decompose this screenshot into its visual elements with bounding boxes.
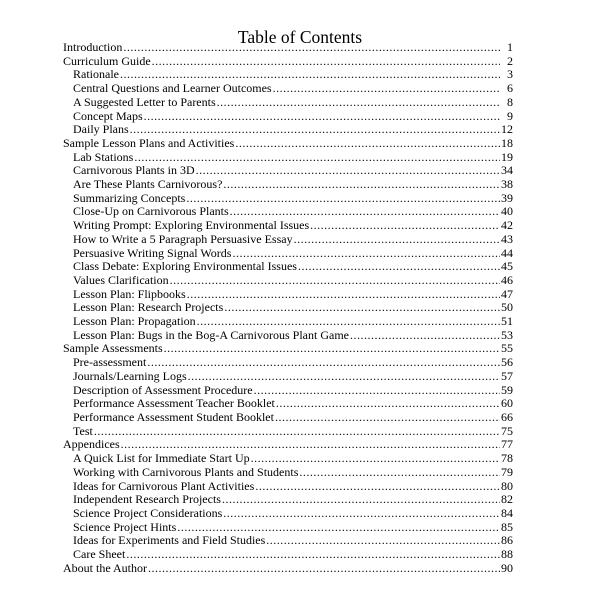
dot-leader [152, 55, 500, 69]
toc-entry-page-number: 56 [501, 356, 513, 370]
dot-leader [126, 548, 500, 562]
toc-entry-page-number: 8 [507, 95, 513, 109]
dot-leader [130, 123, 500, 137]
toc-entry-label: Introduction [63, 41, 123, 54]
toc-entry-page-number: 55 [501, 342, 513, 356]
toc-subsection-entry[interactable] [63, 164, 513, 178]
toc-entry-label: Carnivorous Plants in 3D [73, 164, 195, 178]
dot-leader [223, 178, 500, 192]
toc-subsection-entry[interactable] [63, 247, 513, 261]
dot-leader [310, 219, 500, 233]
toc-entry-page-number: 79 [501, 465, 513, 479]
toc-entry-page-number: 38 [501, 178, 513, 192]
toc-entry-page-number: 80 [501, 479, 513, 493]
toc-entry-page-number: 51 [501, 315, 513, 329]
toc-entry-label: Independent Research Projects [73, 493, 221, 507]
toc-entry-label: Central Questions and Learner Outcomes [73, 82, 272, 96]
toc-entry-page-number: 44 [501, 246, 513, 260]
toc-entry-page-number: 78 [501, 452, 513, 466]
dot-leader [217, 96, 500, 110]
toc-section-entry[interactable] [63, 562, 513, 576]
dot-leader [276, 397, 500, 411]
toc-entry-page-number: 86 [501, 534, 513, 548]
toc-entry-page-number: 84 [501, 506, 513, 520]
dot-leader [255, 480, 500, 494]
dot-leader [223, 507, 500, 521]
toc-entry-label: Journals/Learning Logs [73, 369, 187, 383]
toc-subsection-entry[interactable] [63, 274, 513, 288]
toc-subsection-entry[interactable] [63, 521, 513, 535]
toc-entry-page-number: 57 [501, 369, 513, 383]
toc-subsection-entry[interactable] [63, 370, 513, 384]
toc-entry-page-number: 6 [507, 82, 513, 96]
toc-section-entry[interactable] [63, 55, 513, 69]
toc-entry-label: Daily Plans [73, 123, 129, 137]
toc-entry-page-number: 9 [507, 109, 513, 123]
toc-entry-page-number: 59 [501, 383, 513, 397]
dot-leader [235, 137, 500, 151]
toc-subsection-entry[interactable] [63, 548, 513, 562]
dot-leader [120, 68, 500, 82]
toc-entry-page-number: 50 [501, 301, 513, 315]
toc-entry-label: Care Sheet [73, 548, 126, 562]
toc-section-entry[interactable] [63, 41, 513, 55]
toc-section-entry[interactable] [63, 137, 513, 151]
toc-entry-page-number: 45 [501, 260, 513, 274]
toc-subsection-entry[interactable] [63, 192, 513, 206]
toc-entry-label: Ideas for Experiments and Field Studies [73, 534, 266, 548]
toc-subsection-entry[interactable] [63, 466, 513, 480]
toc-subsection-entry[interactable] [63, 480, 513, 494]
toc-subsection-entry[interactable] [63, 452, 513, 466]
toc-entry-page-number: 88 [501, 548, 513, 562]
dot-leader [222, 493, 500, 507]
toc-section-entry[interactable] [63, 438, 513, 452]
toc-entry-label: Pre-assessment [73, 356, 147, 370]
dot-leader [294, 233, 500, 247]
dot-leader [232, 247, 500, 261]
toc-entry-label: Lab Stations [73, 150, 134, 164]
toc-entry-label: Concept Maps [73, 109, 143, 123]
dot-leader [298, 260, 500, 274]
page-title: Table of Contents [237, 26, 363, 47]
toc-entry-label: Ideas for Carnivorous Plant Activities [73, 479, 255, 493]
toc-entry-label: Sample Assessments [63, 342, 163, 356]
toc-entry-label: Description of Assessment Procedure [73, 383, 253, 397]
toc-entry-label: Are These Plants Carnivorous? [73, 178, 223, 192]
toc-entry-label: Science Project Considerations [73, 506, 223, 520]
dot-leader [164, 342, 500, 356]
toc-entry-page-number: 47 [501, 287, 513, 301]
toc-entry-label: A Suggested Letter to Parents [73, 95, 216, 109]
toc-entry-page-number: 1 [507, 41, 513, 54]
dot-leader [177, 521, 500, 535]
toc-subsection-entry[interactable] [63, 260, 513, 274]
toc-entry-label: A Quick List for Immediate Start Up [73, 452, 250, 466]
toc-subsection-entry[interactable] [63, 68, 513, 82]
toc-entry-page-number: 82 [501, 493, 513, 507]
dot-leader [251, 452, 500, 466]
dot-leader [224, 301, 500, 315]
toc-entry-page-number: 90 [501, 561, 513, 575]
dot-leader [196, 164, 500, 178]
toc-subsection-entry[interactable] [63, 301, 513, 315]
toc-entry-label: Performance Assessment Student Booklet [73, 410, 274, 424]
toc-subsection-entry[interactable] [63, 397, 513, 411]
toc-entry-label: Curriculum Guide [63, 54, 151, 68]
dot-leader [134, 151, 500, 165]
toc-entry-label: Lesson Plan: Bugs in the Bog-A Carnivorous Plant Game [73, 328, 349, 342]
toc-entry-page-number: 3 [507, 68, 513, 82]
dot-leader [266, 534, 500, 548]
toc-subsection-entry[interactable] [63, 151, 513, 165]
toc-subsection-entry[interactable] [63, 110, 513, 124]
toc-entry-label: Lesson Plan: Propagation [73, 315, 196, 329]
toc-subsection-entry[interactable] [63, 507, 513, 521]
toc-list [63, 41, 513, 575]
dot-leader [147, 356, 500, 370]
toc-subsection-entry[interactable] [63, 356, 513, 370]
toc-subsection-entry[interactable] [63, 82, 513, 96]
toc-subsection-entry[interactable] [63, 425, 513, 439]
dot-leader [273, 82, 500, 96]
dot-leader [187, 288, 500, 302]
toc-entry-page-number: 77 [501, 438, 513, 452]
toc-subsection-entry[interactable] [63, 233, 513, 247]
dot-leader [299, 466, 500, 480]
dot-leader [197, 315, 500, 329]
dot-leader [123, 41, 500, 55]
toc-entry-label: Class Debate: Exploring Environmental Issues [73, 260, 297, 274]
toc-entry-page-number: 43 [501, 232, 513, 246]
toc-subsection-entry[interactable] [63, 288, 513, 302]
toc-entry-page-number: 40 [501, 205, 513, 219]
toc-entry-label: Working with Carnivorous Plants and Students [73, 465, 299, 479]
toc-entry-label: Science Project Hints [73, 520, 177, 534]
dot-leader [275, 411, 500, 425]
toc-entry-page-number: 66 [501, 410, 513, 424]
toc-entry-page-number: 34 [501, 164, 513, 178]
toc-entry-page-number: 53 [501, 328, 513, 342]
toc-subsection-entry[interactable] [63, 123, 513, 137]
toc-entry-page-number: 46 [501, 273, 513, 287]
toc-entry-label: Rationale [73, 68, 119, 82]
dot-leader [170, 274, 500, 288]
toc-subsection-entry[interactable] [63, 96, 513, 110]
toc-subsection-entry[interactable] [63, 411, 513, 425]
toc-subsection-entry[interactable] [63, 178, 513, 192]
toc-section-entry[interactable] [63, 342, 513, 356]
dot-leader [350, 329, 500, 343]
dot-leader [186, 192, 500, 206]
dot-leader [254, 384, 500, 398]
toc-entry-page-number: 2 [507, 54, 513, 68]
toc-subsection-entry[interactable] [63, 534, 513, 548]
toc-subsection-entry[interactable] [63, 315, 513, 329]
toc-entry-page-number: 42 [501, 219, 513, 233]
toc-entry-label: About the Author [63, 561, 147, 575]
toc-entry-page-number: 19 [501, 150, 513, 164]
toc-entry-label: Persuasive Writing Signal Words [73, 246, 232, 260]
toc-entry-label: Lesson Plan: Flipbooks [73, 287, 186, 301]
toc-entry-page-number: 12 [501, 123, 513, 137]
toc-entry-page-number: 60 [501, 397, 513, 411]
toc-entry-label: Lesson Plan: Research Projects [73, 301, 224, 315]
toc-entry-label: Sample Lesson Plans and Activities [63, 136, 235, 150]
toc-entry-label: Writing Prompt: Exploring Environmental Issues [73, 219, 310, 233]
toc-entry-label: Appendices [63, 438, 120, 452]
toc-subsection-entry[interactable] [63, 205, 513, 219]
toc-entry-label: Performance Assessment Teacher Booklet [73, 397, 275, 411]
dot-leader [188, 370, 500, 384]
toc-entry-label: How to Write a 5 Paragraph Persuasive Essay [73, 232, 293, 246]
dot-leader [144, 110, 500, 124]
toc-subsection-entry[interactable] [63, 329, 513, 343]
toc-entry-page-number: 75 [501, 424, 513, 438]
toc-subsection-entry[interactable] [63, 219, 513, 233]
toc-entry-page-number: 18 [501, 136, 513, 150]
dot-leader [94, 425, 500, 439]
toc-entry-label: Test [73, 424, 93, 438]
toc-entry-label: Values Clarification [73, 273, 169, 287]
toc-subsection-entry[interactable] [63, 384, 513, 398]
toc-entry-page-number: 85 [501, 520, 513, 534]
dot-leader [121, 438, 500, 452]
toc-entry-label: Summarizing Concepts [73, 191, 186, 205]
toc-subsection-entry[interactable] [63, 493, 513, 507]
toc-entry-label: Close-Up on Carnivorous Plants [73, 205, 229, 219]
dot-leader [148, 562, 500, 576]
dot-leader [230, 205, 500, 219]
toc-entry-page-number: 39 [501, 191, 513, 205]
